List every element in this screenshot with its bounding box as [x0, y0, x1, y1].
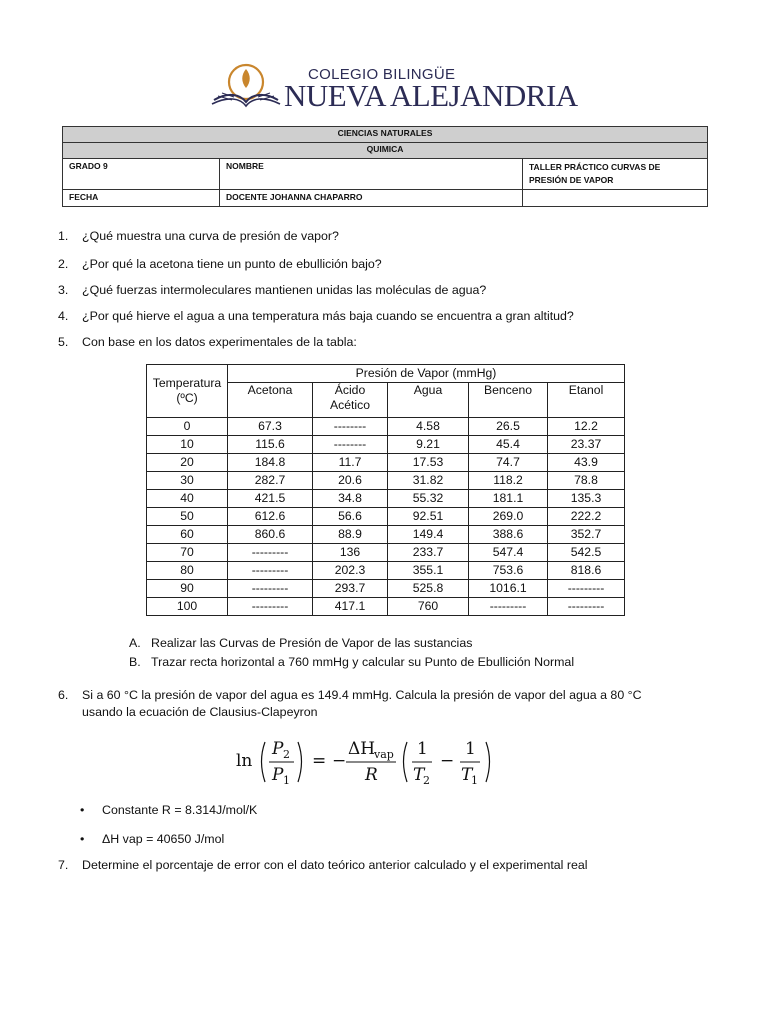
table-cell: 74.7	[469, 454, 548, 472]
question-3	[58, 283, 486, 297]
table-cell: 100	[147, 598, 228, 616]
table-cell: ---------	[228, 580, 313, 598]
question-text: Con base en los datos experimentales de la tabla:	[82, 335, 357, 349]
question-7	[58, 858, 588, 872]
table-cell: 0	[147, 418, 228, 436]
table-row	[147, 472, 625, 490]
bullet-dot-icon: •	[80, 803, 85, 817]
table-cell: 55.32	[388, 490, 469, 508]
name-cell: NOMBRE	[220, 159, 523, 190]
table-cell: 43.9	[548, 454, 625, 472]
question-5	[58, 335, 357, 349]
table-cell: 115.6	[228, 436, 313, 454]
workshop-cell	[523, 159, 708, 190]
question-number: 2.	[58, 257, 69, 271]
table-cell: 60	[147, 526, 228, 544]
col-header-etanol: Etanol	[548, 383, 625, 418]
question-number: 6.	[58, 688, 69, 702]
subitem-text: Realizar las Curvas de Presión de Vapor de las sustancias	[151, 636, 473, 650]
table-cell: 90	[147, 580, 228, 598]
table-cell: 233.7	[388, 544, 469, 562]
table-row	[147, 490, 625, 508]
table-row	[147, 436, 625, 454]
eq-equals: =	[312, 751, 327, 771]
table-cell: 45.4	[469, 436, 548, 454]
question-text: ¿Por qué hierve el agua a una temperatura más baja cuando se encuentra a gran altitud?	[82, 309, 574, 323]
bullet-delta-h	[80, 832, 224, 846]
subject-cell: CIENCIAS NATURALES	[63, 127, 708, 143]
table-cell: 92.51	[388, 508, 469, 526]
table-cell: 9.21	[388, 436, 469, 454]
table-cell: 293.7	[313, 580, 388, 598]
table-cell: 149.4	[388, 526, 469, 544]
table-cell: 20.6	[313, 472, 388, 490]
eq-t1-sub: 1	[471, 774, 478, 787]
bullet-text: Constante R = 8.314J/mol/K	[102, 803, 258, 817]
subitem-b	[129, 655, 574, 669]
table-cell: 30	[147, 472, 228, 490]
table-cell: 355.1	[388, 562, 469, 580]
col-header-acido	[313, 383, 388, 418]
table-cell: 612.6	[228, 508, 313, 526]
eq-vap: vap	[374, 748, 394, 761]
grade-cell: GRADO 9	[63, 159, 220, 190]
temperature-header-line-1: Temperatura	[152, 376, 222, 390]
table-cell: --------	[313, 436, 388, 454]
table-cell: 31.82	[388, 472, 469, 490]
table-cell: 80	[147, 562, 228, 580]
table-cell: 222.2	[548, 508, 625, 526]
subitem-text: Trazar recta horizontal a 760 mmHg y calcular su Punto de Ebullición Normal	[151, 655, 575, 669]
subitem-letter: A.	[129, 636, 141, 650]
table-row	[147, 580, 625, 598]
question-1	[58, 229, 339, 243]
question-text: Determine el porcentaje de error con el dato teórico anterior calculado y el experimental real	[82, 858, 588, 872]
table-cell: 17.53	[388, 454, 469, 472]
table-row	[147, 526, 625, 544]
question-6-line-2: usando la ecuación de Clausius-Clapeyron	[82, 705, 318, 719]
school-logo	[208, 60, 578, 116]
table-cell: 421.5	[228, 490, 313, 508]
table-cell: 181.1	[469, 490, 548, 508]
date-cell: FECHA	[63, 190, 220, 207]
question-text: ¿Qué fuerzas intermoleculares mantienen unidas las moléculas de agua?	[82, 283, 487, 297]
eq-ln: ln	[236, 751, 253, 771]
table-cell: 11.7	[313, 454, 388, 472]
eq-one-b: 1	[465, 739, 476, 759]
question-text: ¿Por qué la acetona tiene un punto de ebullición bajo?	[82, 257, 382, 271]
temperature-header-line-2: (ºC)	[176, 391, 198, 405]
table-cell: 67.3	[228, 418, 313, 436]
table-cell: 753.6	[469, 562, 548, 580]
question-4	[58, 309, 574, 323]
temperature-header	[147, 365, 228, 418]
question-number: 1.	[58, 229, 69, 243]
table-cell: ---------	[228, 562, 313, 580]
table-cell: 202.3	[313, 562, 388, 580]
question-number: 3.	[58, 283, 69, 297]
eq-p2: P	[272, 739, 284, 759]
col-header-acetona: Acetona	[228, 383, 313, 418]
workshop-line-2: PRESIÓN DE VAPOR	[529, 175, 614, 185]
clausius-clapeyron-equation	[236, 732, 500, 790]
table-cell: ---------	[228, 544, 313, 562]
table-cell: 860.6	[228, 526, 313, 544]
question-text: ¿Qué muestra una curva de presión de vapor?	[82, 229, 339, 243]
table-cell: 417.1	[313, 598, 388, 616]
workshop-line-1: TALLER PRÁCTICO CURVAS DE	[529, 162, 661, 172]
table-cell: 269.0	[469, 508, 548, 526]
eq-p1: P	[272, 765, 284, 785]
question-2	[58, 257, 382, 271]
question-number: 7.	[58, 858, 69, 872]
bullet-constant-r	[80, 803, 257, 817]
table-row	[147, 562, 625, 580]
table-cell: 20	[147, 454, 228, 472]
table-cell: 34.8	[313, 490, 388, 508]
table-cell: 10	[147, 436, 228, 454]
subitem-letter: B.	[129, 655, 141, 669]
eq-r: R	[365, 765, 378, 785]
subitem-a	[129, 636, 472, 650]
book-emblem-icon	[208, 60, 288, 116]
table-cell: ---------	[469, 598, 548, 616]
table-cell: ---------	[228, 598, 313, 616]
table-cell: 525.8	[388, 580, 469, 598]
table-cell: 4.58	[388, 418, 469, 436]
eq-t1: T	[461, 765, 473, 785]
table-row	[147, 598, 625, 616]
table-row	[147, 544, 625, 562]
table-cell: 818.6	[548, 562, 625, 580]
eq-t2-sub: 2	[423, 774, 430, 787]
eq-p1-sub: 1	[283, 774, 290, 787]
table-row	[147, 418, 625, 436]
table-cell: 184.8	[228, 454, 313, 472]
question-number: 4.	[58, 309, 69, 323]
col-header-acido-line-1: Ácido	[334, 383, 366, 397]
empty-cell	[523, 190, 708, 207]
header-table	[62, 126, 708, 207]
question-6-line-1: Si a 60 °C la presión de vapor del agua es 149.4 mmHg. Calcula la presión de vapor del agua a 80 °C	[82, 688, 642, 702]
table-cell: 388.6	[469, 526, 548, 544]
table-cell: 26.5	[469, 418, 548, 436]
table-cell: 12.2	[548, 418, 625, 436]
bullet-dot-icon: •	[80, 832, 85, 846]
table-body	[147, 418, 625, 616]
col-header-acido-line-2: Acético	[330, 398, 370, 412]
table-cell: ---------	[548, 598, 625, 616]
eq-t2: T	[413, 765, 425, 785]
col-header-agua: Agua	[388, 383, 469, 418]
eq-one-a: 1	[417, 739, 428, 759]
table-cell: 352.7	[548, 526, 625, 544]
table-cell: 70	[147, 544, 228, 562]
eq-minus-2: −	[440, 751, 455, 771]
logo-line-1: COLEGIO BILINGÜE	[308, 66, 456, 83]
eq-p2-sub: 2	[283, 748, 290, 761]
table-row	[147, 454, 625, 472]
bullet-text: ΔH vap = 40650 J/mol	[102, 832, 225, 846]
table-cell: 542.5	[548, 544, 625, 562]
col-header-benceno: Benceno	[469, 383, 548, 418]
table-cell: 282.7	[228, 472, 313, 490]
table-cell: 760	[388, 598, 469, 616]
table-cell: 136	[313, 544, 388, 562]
table-cell: ---------	[548, 580, 625, 598]
table-cell: --------	[313, 418, 388, 436]
logo-line-2: NUEVA ALEJANDRIA	[284, 78, 578, 113]
table-cell: 40	[147, 490, 228, 508]
vapor-pressure-table	[146, 364, 625, 616]
table-cell: 23.37	[548, 436, 625, 454]
course-cell: QUIMICA	[63, 143, 708, 159]
question-number: 5.	[58, 335, 69, 349]
eq-delta-h: ΔH	[348, 739, 376, 759]
teacher-cell: DOCENTE JOHANNA CHAPARRO	[220, 190, 523, 207]
table-cell: 547.4	[469, 544, 548, 562]
table-cell: 56.6	[313, 508, 388, 526]
question-6	[58, 688, 642, 702]
table-cell: 78.8	[548, 472, 625, 490]
pressure-group-header: Presión de Vapor (mmHg)	[228, 365, 625, 383]
table-cell: 135.3	[548, 490, 625, 508]
table-cell: 50	[147, 508, 228, 526]
table-cell: 118.2	[469, 472, 548, 490]
table-cell: 88.9	[313, 526, 388, 544]
table-row	[147, 508, 625, 526]
eq-minus: −	[332, 751, 347, 771]
table-cell: 1016.1	[469, 580, 548, 598]
